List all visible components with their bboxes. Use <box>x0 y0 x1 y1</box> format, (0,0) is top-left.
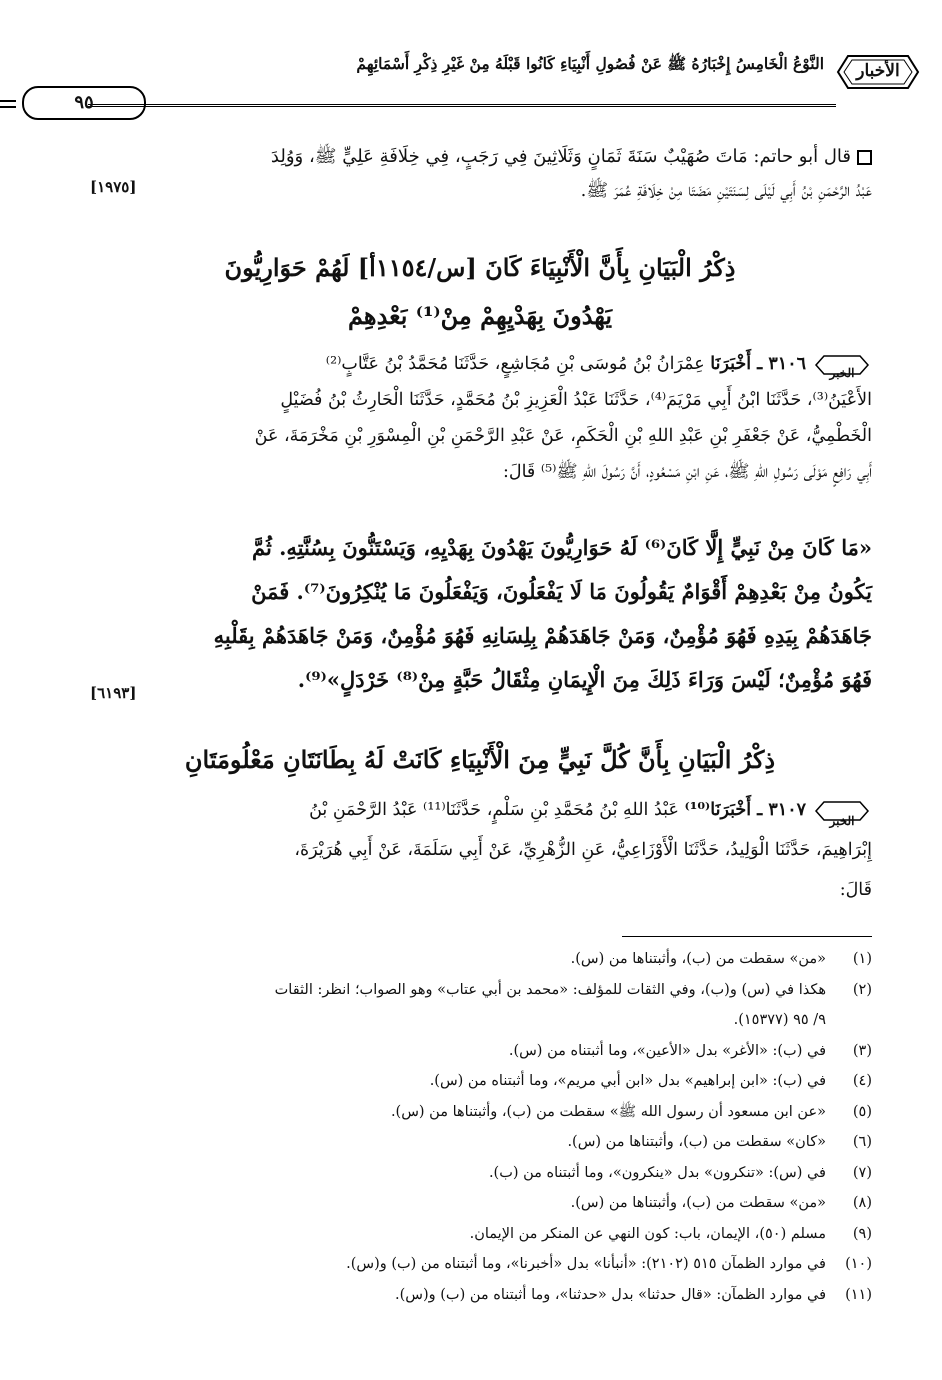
closing-paragraph <box>88 140 872 208</box>
hadith-line: جَاهَدَهُمْ بِيَدِهِ فَهُوَ مُؤْمِنٌ، وَمَنْ جَاهَدَهُمْ بِلِسَانِهِ فَهُوَ مُؤْمِنٌ، وَمَنْ جَاهَدَهُمْ بِقَلْبِهِ <box>213 623 872 648</box>
hadith-line: «مَا كَانَ مِنْ نَبِيٍّ إِلَّا كَانَ⁽⁶⁾ لَهُ حَوَارِيُّونَ يَهْدُونَ بِهَدْيِهِ، وَيَسْتَنُّونَ بِسُنَّتِهِ. ثُمَّ <box>251 535 872 560</box>
hadith-number: ٣١٠٧ ـ أَخْبَرَنَا⁽¹⁰⁾ <box>684 800 806 820</box>
reference-number: [١٩٧٥] <box>90 178 137 196</box>
khabar-marker: الخبر <box>812 353 872 377</box>
reference-number: [٦١٩٣] <box>90 684 137 702</box>
footnote: (٥) «عن ابن مسعود أن رسول الله ﷺ» سقطت من (ب)، وأثبتناها من (س). <box>390 1103 872 1120</box>
heading-line: يَهْدُونَ بِهَدْيِهِمْ مِنْ⁽¹⁾ بَعْدِهِمْ <box>347 301 613 330</box>
page-number-rule <box>0 100 16 102</box>
paragraph-line: قال أبو حاتم: مَاتَ صُهَيْبٌ سَنَةَ ثَمَانٍ وَثَلَاثِينَ فِي رَجَبٍ، فِي خِلَافَةِ عَلِيٍّ ﷺ، وَوُلِدَ <box>88 140 872 174</box>
footnote: (٦) «كان» سقطت من (ب)، وأثبتناها من (س). <box>567 1134 872 1150</box>
footnote: (٩) مسلم (٥٠)، الإيمان، باب: كون النهي عن المنكر من الإيمان. <box>469 1225 872 1242</box>
hadith-line: فَهُوَ مُؤْمِنٌ؛ لَيْسَ وَرَاءَ ذَلِكَ مِنَ الْإِيمَانِ مِثْقَالُ حَبَّةٍ مِنْ⁽⁸⁾ خَرْدَلٍ»⁽⁹⁾. <box>297 667 872 692</box>
footnotes <box>88 944 872 1310</box>
footnote: (٣) في (ب): «الأغر» بدل «الأعين»، وما أثبتناه من (س). <box>508 1042 872 1059</box>
hadith-number: ٣١٠٦ ـ أَخْبَرَنَا <box>710 354 806 374</box>
footnote: (١) «من» سقطت من (ب)، وأثبتناها من (س). <box>570 951 872 967</box>
heading-line: ذِكْرُ الْبَيَانِ بِأَنَّ الْأَنْبِيَاءَ كَانَ [س/١١٥٤أ] لَهُمْ حَوَارِيُّونَ <box>224 253 736 282</box>
badge-label: الأخبار <box>856 61 900 81</box>
footnote-separator <box>622 936 872 937</box>
hadith-line: يَكُونُ مِنْ بَعْدِهِمْ أَقْوَامٌ يَقُولُونَ مَا لَا يَفْعَلُونَ، وَيَفْعَلُونَ مَا يُنْكِرُونَ⁽⁷⁾. فَمَنْ <box>251 579 872 604</box>
footnote: (٨) «من» سقطت من (ب)، وأثبتناها من (س). <box>570 1195 872 1211</box>
hadith-text <box>88 526 872 702</box>
footnote: (٧) في (س): «تنكرون» بدل «ينكرون»، وما أثبتناه من (ب). <box>488 1164 872 1181</box>
page-header <box>88 42 916 118</box>
isnad-line: إِبْرَاهِيمَ، حَدَّثَنَا الْوَلِيدُ، حَدَّثَنَا الْأَوْزَاعِيُّ، عَنِ الزُّهْرِيِّ، عَنْ أَبِي سَلَمَةَ، عَنْ أَبِي هُرَيْرَةَ، <box>294 840 872 860</box>
isnad-line: الخبر ٣١٠٦ ـ أَخْبَرَنَا عِمْرَانُ بْنُ مُوسَى بْنِ مُجَاشِعٍ، حَدَّثَنَا مُحَمَّدُ بْنُ عَتَّابٍ⁽²⁾ <box>88 346 872 382</box>
isnad-line: الْخَطْمِيُّ، عَنْ جَعْفَرِ بْنِ عَبْدِ اللهِ بْنِ الْحَكَمِ، عَنْ عَبْدِ الرَّحْمَنِ بْنِ الْمِسْوَرِ بْنِ مَخْرَمَةَ، عَنْ <box>254 426 872 446</box>
page-number: ٩٥ <box>22 86 146 120</box>
footnote: (١٠) في موارد الظمآن ٥١٥ (٢١٠٢): «أنبأنا» بدل «أخبرنا»، وما أثبتناه من (ب) و(س). <box>346 1256 872 1272</box>
paragraph-line: عَبْدُ الرَّحْمَنِ بْنُ أَبِي لَيْلَى لِسَنَتَيْنِ مَضَتَا مِنْ خِلَافَةِ عُمَرَ ﷺ. <box>580 180 872 201</box>
khabar-marker: الخبر <box>812 799 872 823</box>
hadith-isnad <box>88 790 872 910</box>
running-title: النَّوْعُ الْخَامِسُ إِخْبَارُهُ ﷺ عَنْ فُصُولِ أَنْبِيَاءِ كَانُوا قَبْلَهُ مِنْ غَيْرِ ذِكْرِ أَسْمَائِهِمْ <box>356 54 824 73</box>
footnote: (٢) هكذا في (س) و(ب)، وفي الثقات للمؤلف: «محمد بن أبي عتاب» وهو الصواب؛ انظر: الثقات <box>274 981 872 998</box>
footnote: (٤) في (ب): «ابن إبراهيم» بدل «ابن أبي مريم»، وما أثبتناه من (س). <box>429 1073 872 1089</box>
footnote-continuation: ٩/ ٩٥ (١٥٣٧٧). <box>733 1012 826 1028</box>
section-badge <box>830 50 926 94</box>
isnad-line: الخبر ٣١٠٧ ـ أَخْبَرَنَا⁽¹⁰⁾ عَبْدُ اللهِ بْنُ مُحَمَّدِ بْنِ سَلْمٍ، حَدَّثَنَا⁽¹¹⁾ عَبْدُ الرَّحْمَنِ بْنُ <box>88 790 872 830</box>
page-number-rule-2 <box>0 106 16 108</box>
chapter-heading <box>88 736 872 784</box>
isnad-line: أَبِي رَافِعٍ مَوْلَى رَسُولِ اللهِ ﷺ، عَنِ ابْنِ مَسْعُودٍ، أَنَّ رَسُولَ اللهِ ﷺ⁽⁵⁾ قَالَ: <box>502 462 872 482</box>
heading-line: ذِكْرُ الْبَيَانِ بِأَنَّ كُلَّ نَبِيٍّ مِنَ الْأَنْبِيَاءِ كَانَتْ لَهُ بِطَانَتَانِ مَعْلُومَتَانِ <box>184 745 776 774</box>
square-bullet-icon <box>857 150 872 165</box>
hadith-isnad <box>88 346 872 490</box>
isnad-line: الأَعْيَنُ⁽³⁾، حَدَّثَنَا ابْنُ أَبِي مَرْيَمَ⁽⁴⁾، حَدَّثَنَا عَبْدُ الْعَزِيزِ بْنُ مُحَمَّدٍ، حَدَّثَنَا الْحَارِثُ بْنُ فُضَيْلٍ <box>280 390 872 410</box>
isnad-line: قَالَ: <box>839 880 872 900</box>
header-rule <box>88 104 836 111</box>
chapter-heading <box>88 244 872 340</box>
footnote: (١١) في موارد الظمآن: «قال حدثنا» بدل «حدثنا»، وما أثبتناه من (ب) و(س). <box>395 1286 872 1303</box>
